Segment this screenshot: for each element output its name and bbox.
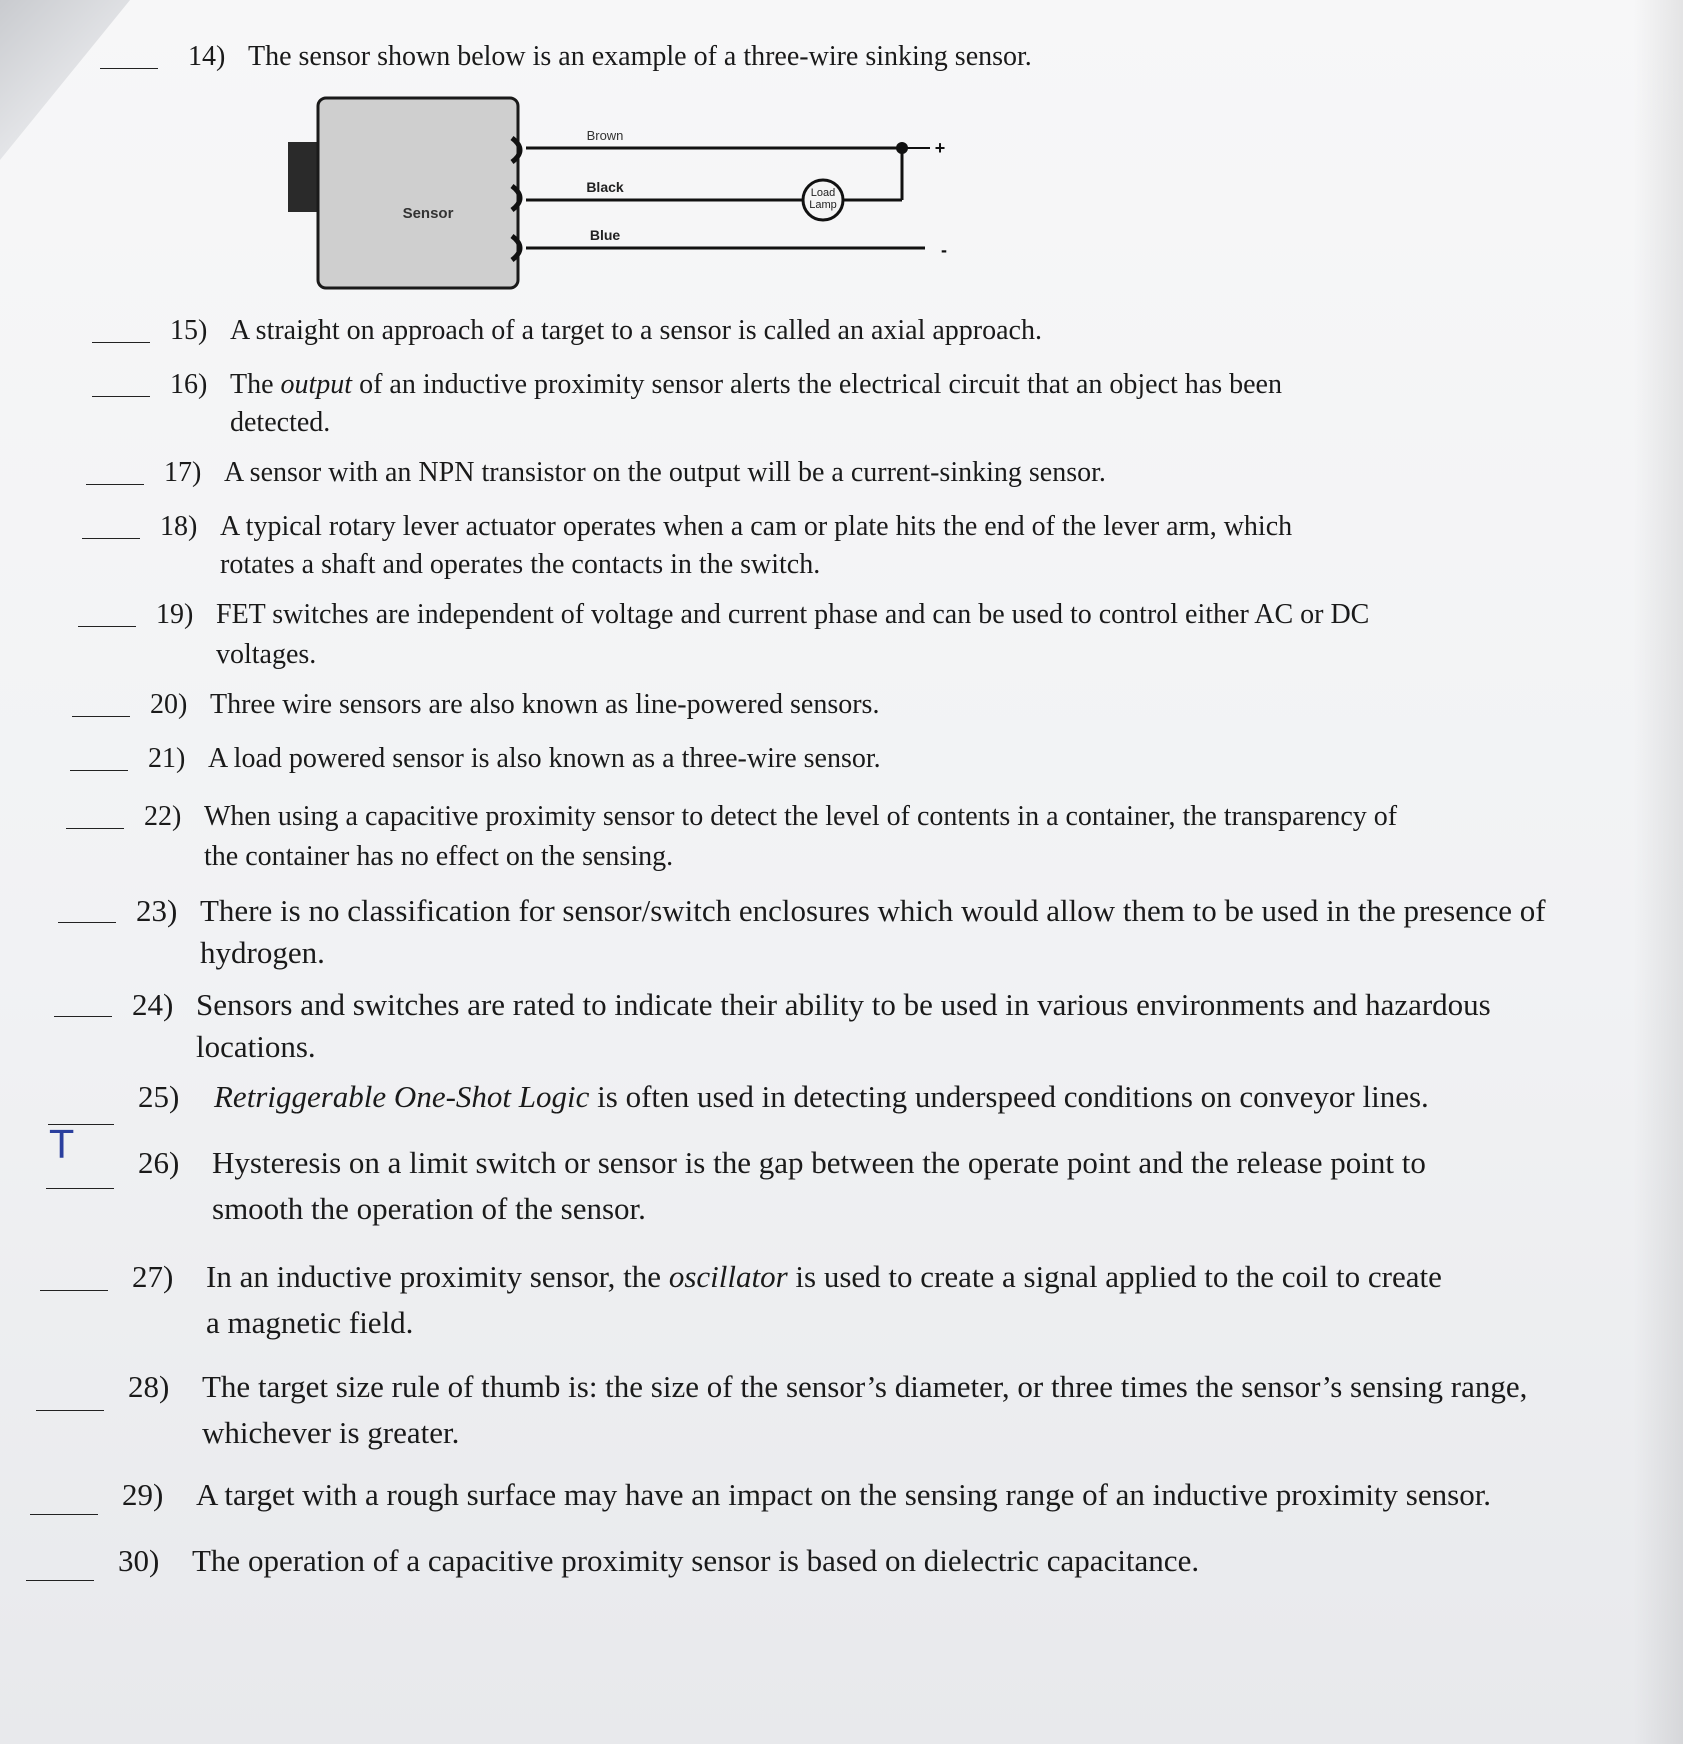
question-text-line2: detected. [230, 407, 331, 438]
question-number: 17) [164, 457, 202, 488]
sensor-face [288, 142, 318, 212]
question-text-line2: smooth the operation of the sensor. [212, 1191, 646, 1226]
question-text: Three wire sensors are also known as line-powered sensors. [210, 689, 880, 720]
question-text: A straight on approach of a target to a sensor is called an axial approach. [230, 315, 1042, 346]
question-text: The operation of a capacitive proximity sensor is based on dielectric capacitance. [192, 1543, 1200, 1578]
question-text: The sensor shown below is an example of a three-wire sinking sensor. [248, 41, 1032, 72]
question-number: 26) [138, 1145, 180, 1180]
question-text: When using a capacitive proximity sensor to detect the level of contents in a container, the transparency of [204, 801, 1398, 832]
question-text: Retriggerable One-Shot Logic is often used in detecting underspeed conditions on conveyor lines. [214, 1079, 1429, 1114]
question-number: 24) [132, 987, 174, 1022]
question-number: 23) [136, 893, 178, 928]
answer-blank[interactable] [70, 770, 128, 771]
brown-label: Brown [586, 128, 624, 143]
question-number: 21) [148, 743, 186, 774]
answer-blank[interactable] [40, 1290, 108, 1291]
question-text: The target size rule of thumb is: the size of the sensor’s diameter, or three times the sensor’s sensing range, [202, 1369, 1528, 1404]
question-number: 25) [138, 1079, 180, 1114]
black-label: Black [586, 179, 624, 195]
answer-blank[interactable] [66, 828, 124, 829]
answer-blank[interactable] [46, 1188, 114, 1189]
question-number: 19) [156, 599, 194, 630]
minus-sign: - [941, 240, 947, 260]
sensor-label: Sensor [402, 205, 454, 222]
answer-blank[interactable] [82, 538, 140, 539]
page-edge-shadow [1633, 0, 1683, 1744]
question-text-line2: a magnetic field. [206, 1305, 414, 1340]
question-number: 29) [122, 1477, 164, 1512]
question-text: FET switches are independent of voltage and current phase and can be used to control either AC or DC [216, 599, 1370, 630]
lamp-label: Lamp [809, 199, 837, 211]
question-text-line2: the container has no effect on the sensing. [204, 841, 674, 872]
answer-blank[interactable] [78, 626, 136, 627]
question-number: 15) [170, 315, 208, 346]
answer-blank[interactable] [92, 396, 150, 397]
answer-blank[interactable] [54, 1016, 112, 1017]
question-text: A load powered sensor is also known as a three-wire sensor. [208, 743, 881, 774]
question-text-line2: rotates a shaft and operates the contacts in the switch. [220, 549, 821, 580]
question-number: 30) [118, 1543, 160, 1578]
question-text: A sensor with an NPN transistor on the output will be a current-sinking sensor. [224, 457, 1106, 488]
question-text-line2: voltages. [216, 639, 317, 670]
question-text: In an inductive proximity sensor, the oscillator is used to create a signal applied to the coil to create [206, 1259, 1442, 1294]
answer-blank[interactable] [36, 1410, 104, 1411]
question-text-line2: whichever is greater. [202, 1415, 460, 1450]
answer-blank[interactable] [58, 922, 116, 923]
question-text: A target with a rough surface may have an impact on the sensing range of an inductive proximity sensor. [196, 1477, 1492, 1512]
question-text-line2: locations. [196, 1029, 316, 1064]
question-number: 27) [132, 1259, 174, 1294]
question-text-line2: hydrogen. [200, 935, 325, 970]
sensor-wiring-diagram [280, 90, 960, 290]
handwritten-answer: T [50, 1123, 74, 1167]
question-text: There is no classification for sensor/switch enclosures which would allow them to be used in the presence of [200, 893, 1546, 928]
answer-blank[interactable] [92, 342, 150, 343]
answer-blank[interactable] [86, 484, 144, 485]
question-text: The output of an inductive proximity sensor alerts the electrical circuit that an object has been [230, 369, 1282, 400]
question-number: 28) [128, 1369, 170, 1404]
question-number: 18) [160, 511, 198, 542]
question-number: 16) [170, 369, 208, 400]
load-label: Load [810, 187, 836, 199]
plus-sign: + [934, 138, 946, 158]
question-number: 20) [150, 689, 188, 720]
question-number: 22) [144, 801, 182, 832]
question-text: Hysteresis on a limit switch or sensor is the gap between the operate point and the release point to [212, 1145, 1426, 1180]
question-text: A typical rotary lever actuator operates when a cam or plate hits the end of the lever arm, which [220, 511, 1293, 542]
sensor-body [318, 98, 518, 288]
answer-blank[interactable] [30, 1514, 98, 1515]
answer-blank[interactable] [100, 68, 158, 69]
question-number: 14) [188, 41, 226, 72]
answer-blank[interactable] [26, 1580, 94, 1581]
blue-label: Blue [589, 227, 621, 243]
question-text: Sensors and switches are rated to indicate their ability to be used in various environments and hazardous [196, 987, 1491, 1022]
page-fold-shadow [0, 0, 130, 160]
answer-blank[interactable] [72, 716, 130, 717]
